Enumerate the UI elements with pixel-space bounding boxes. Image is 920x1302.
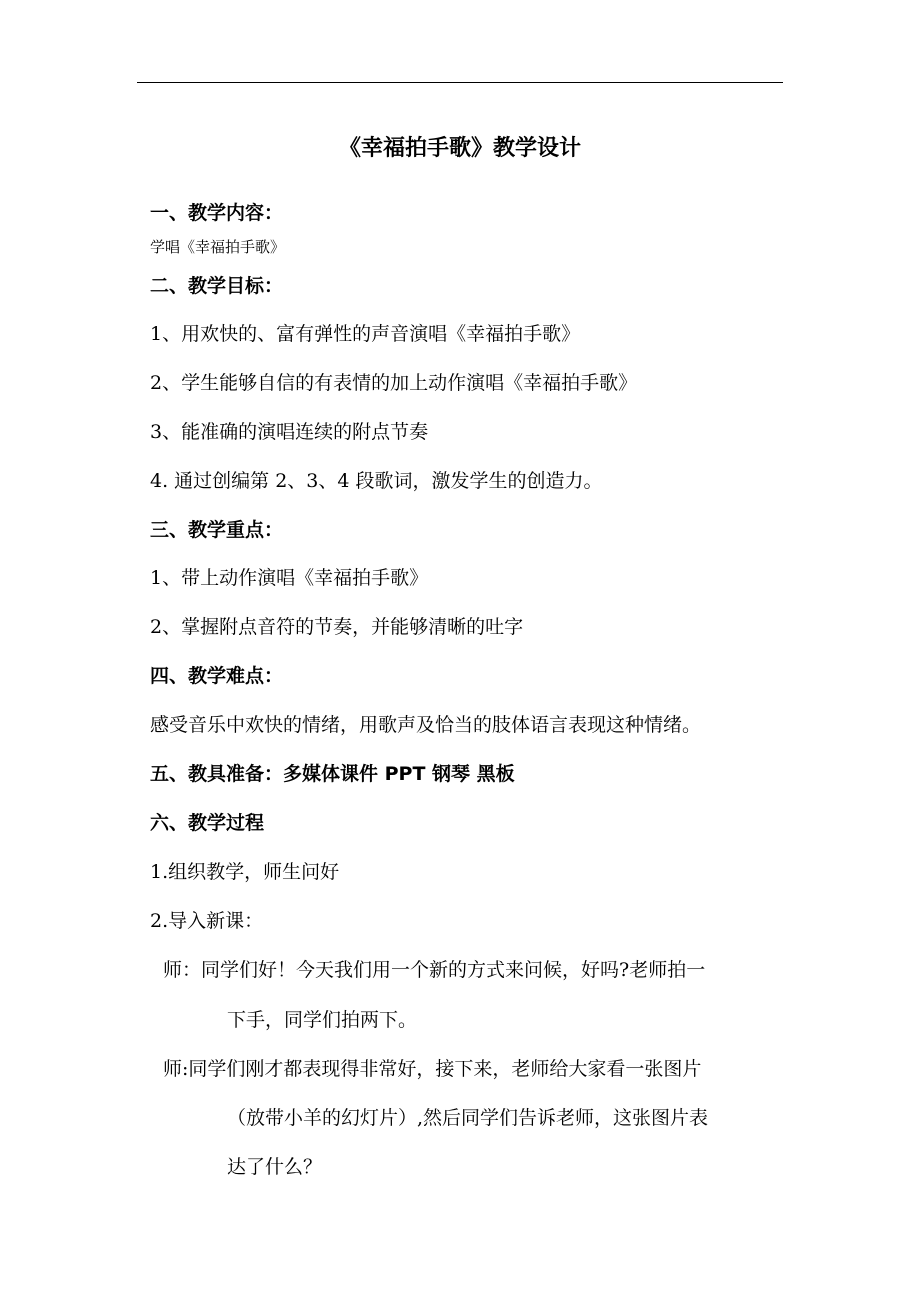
section-heading-materials: 五、教具准备：多媒体课件 PPT 钢琴 黑板: [150, 763, 515, 785]
objective-item: 2、学生能够自信的有表情的加上动作演唱《幸福拍手歌》: [150, 372, 638, 394]
difficulty-body: 感受音乐中欢快的情绪，用歌声及恰当的肢体语言表现这种情绪。: [150, 714, 702, 736]
section-heading-difficulties: 四、教学难点：: [150, 665, 284, 687]
objective-item: 1、用欢快的、富有弹性的声音演唱《幸福拍手歌》: [150, 323, 581, 345]
dialogue-line: 达了什么？: [227, 1156, 323, 1178]
section-heading-key-points: 三、教学重点：: [150, 519, 284, 541]
dialogue-line: 师:同学们刚才都表现得非常好，接下来，老师给大家看一张图片: [163, 1058, 702, 1080]
section-body-content: 学唱《幸福拍手歌》: [150, 238, 286, 256]
key-point-item: 2、掌握附点音符的节奏，并能够清晰的吐字: [150, 616, 524, 638]
section-heading-objectives: 二、教学目标：: [150, 275, 284, 297]
process-step: 1.组织教学，师生问好: [150, 861, 340, 883]
section-heading-content: 一、教学内容：: [150, 202, 284, 224]
document-title: 《幸福拍手歌》教学设计: [338, 136, 581, 161]
dialogue-line: 师：同学们好！今天我们用一个新的方式来问候，好吗?老师拍一: [163, 959, 706, 981]
dialogue-line: 下手，同学们拍两下。: [227, 1009, 418, 1031]
process-step: 2.导入新课：: [150, 910, 264, 932]
header-rule: [137, 82, 783, 83]
dialogue-line: （放带小羊的幻灯片）,然后同学们告诉老师，这张图片表: [227, 1107, 709, 1129]
key-point-item: 1、带上动作演唱《幸福拍手歌》: [150, 567, 429, 589]
objective-item: 3、能准确的演唱连续的附点节奏: [150, 421, 429, 443]
objective-item: 4. 通过创编第 2、3、4 段歌词，激发学生的创造力。: [150, 470, 603, 492]
section-heading-process: 六、教学过程: [150, 812, 265, 834]
